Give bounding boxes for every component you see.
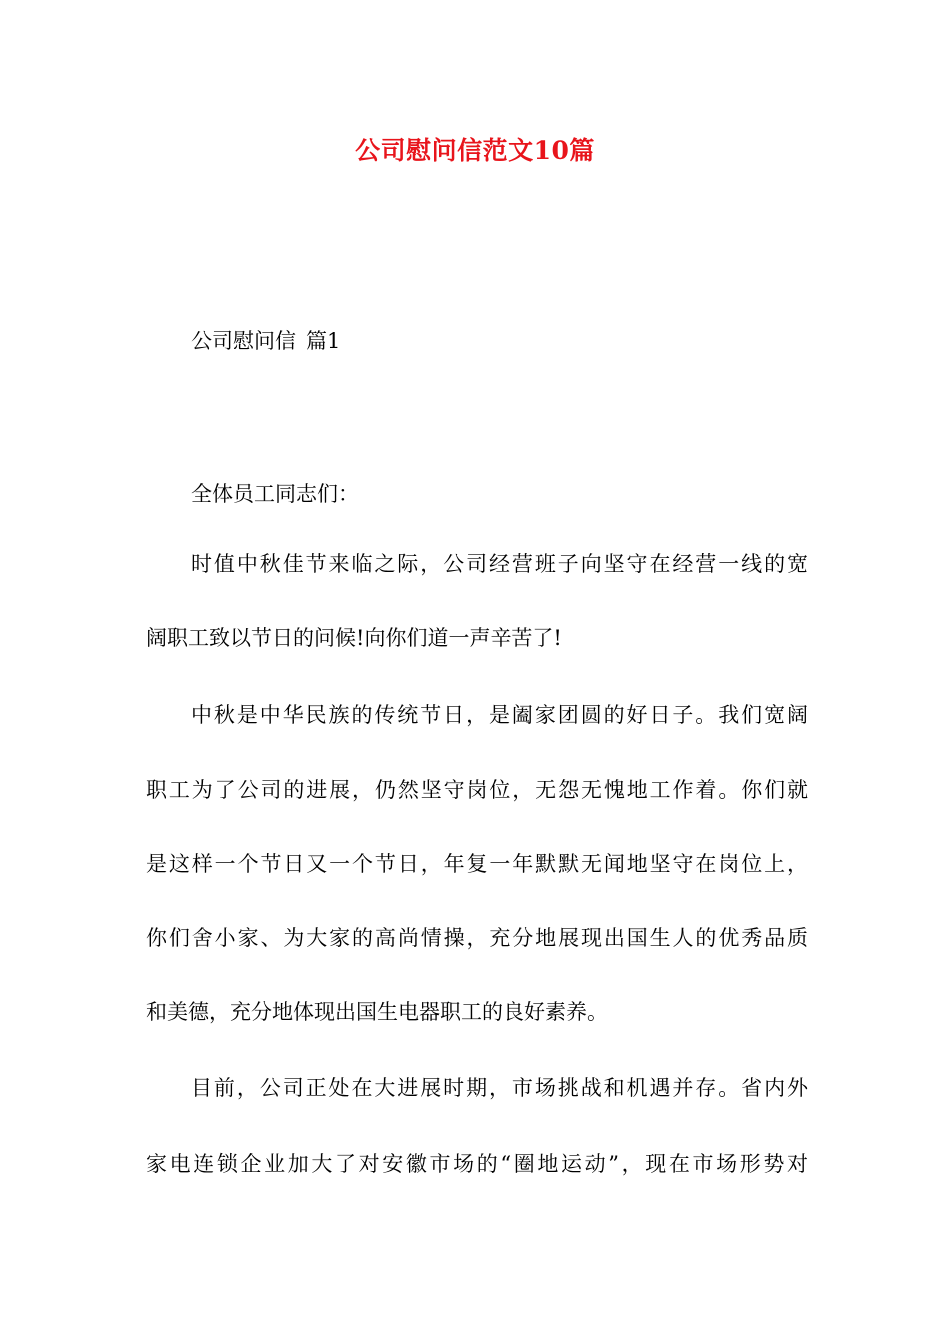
paragraph-line: 家电连锁企业加大了对安徽市场的“圈地运动”，现在市场形势对 (146, 1152, 808, 1176)
paragraph-line: 阔职工致以节日的问候!向你们道一声辛苦了! (146, 626, 562, 650)
paragraph-line: 是这样一个节日又一个节日，年复一年默默无闻地坚守在岗位上， (146, 852, 808, 876)
section-heading (191, 323, 340, 359)
paragraph-line: 目前，公司正处在大进展时期，市场挑战和机遇并存。省内外 (191, 1076, 808, 1100)
salutation: 全体员工同志们： (191, 482, 359, 506)
paragraph-line: 你们舍小家、为大家的高尚情操，充分地展现出国生人的优秀品质 (146, 926, 808, 950)
section-heading-number: 篇1 (306, 329, 341, 353)
paragraph-line: 时值中秋佳节来临之际，公司经营班子向坚守在经营一线的宽 (191, 552, 808, 576)
document-title: 公司慰问信范文10篇 (355, 136, 595, 165)
paragraph-line: 中秋是中华民族的传统节日，是阖家团圆的好日子。我们宽阔 (191, 703, 808, 727)
paragraph-line: 职工为了公司的进展，仍然坚守岗位，无怨无愧地工作着。你们就 (146, 778, 808, 802)
section-heading-name: 公司慰问信 (191, 329, 296, 353)
paragraph-line: 和美德，充分地体现出国生电器职工的良好素养。 (146, 1000, 608, 1024)
